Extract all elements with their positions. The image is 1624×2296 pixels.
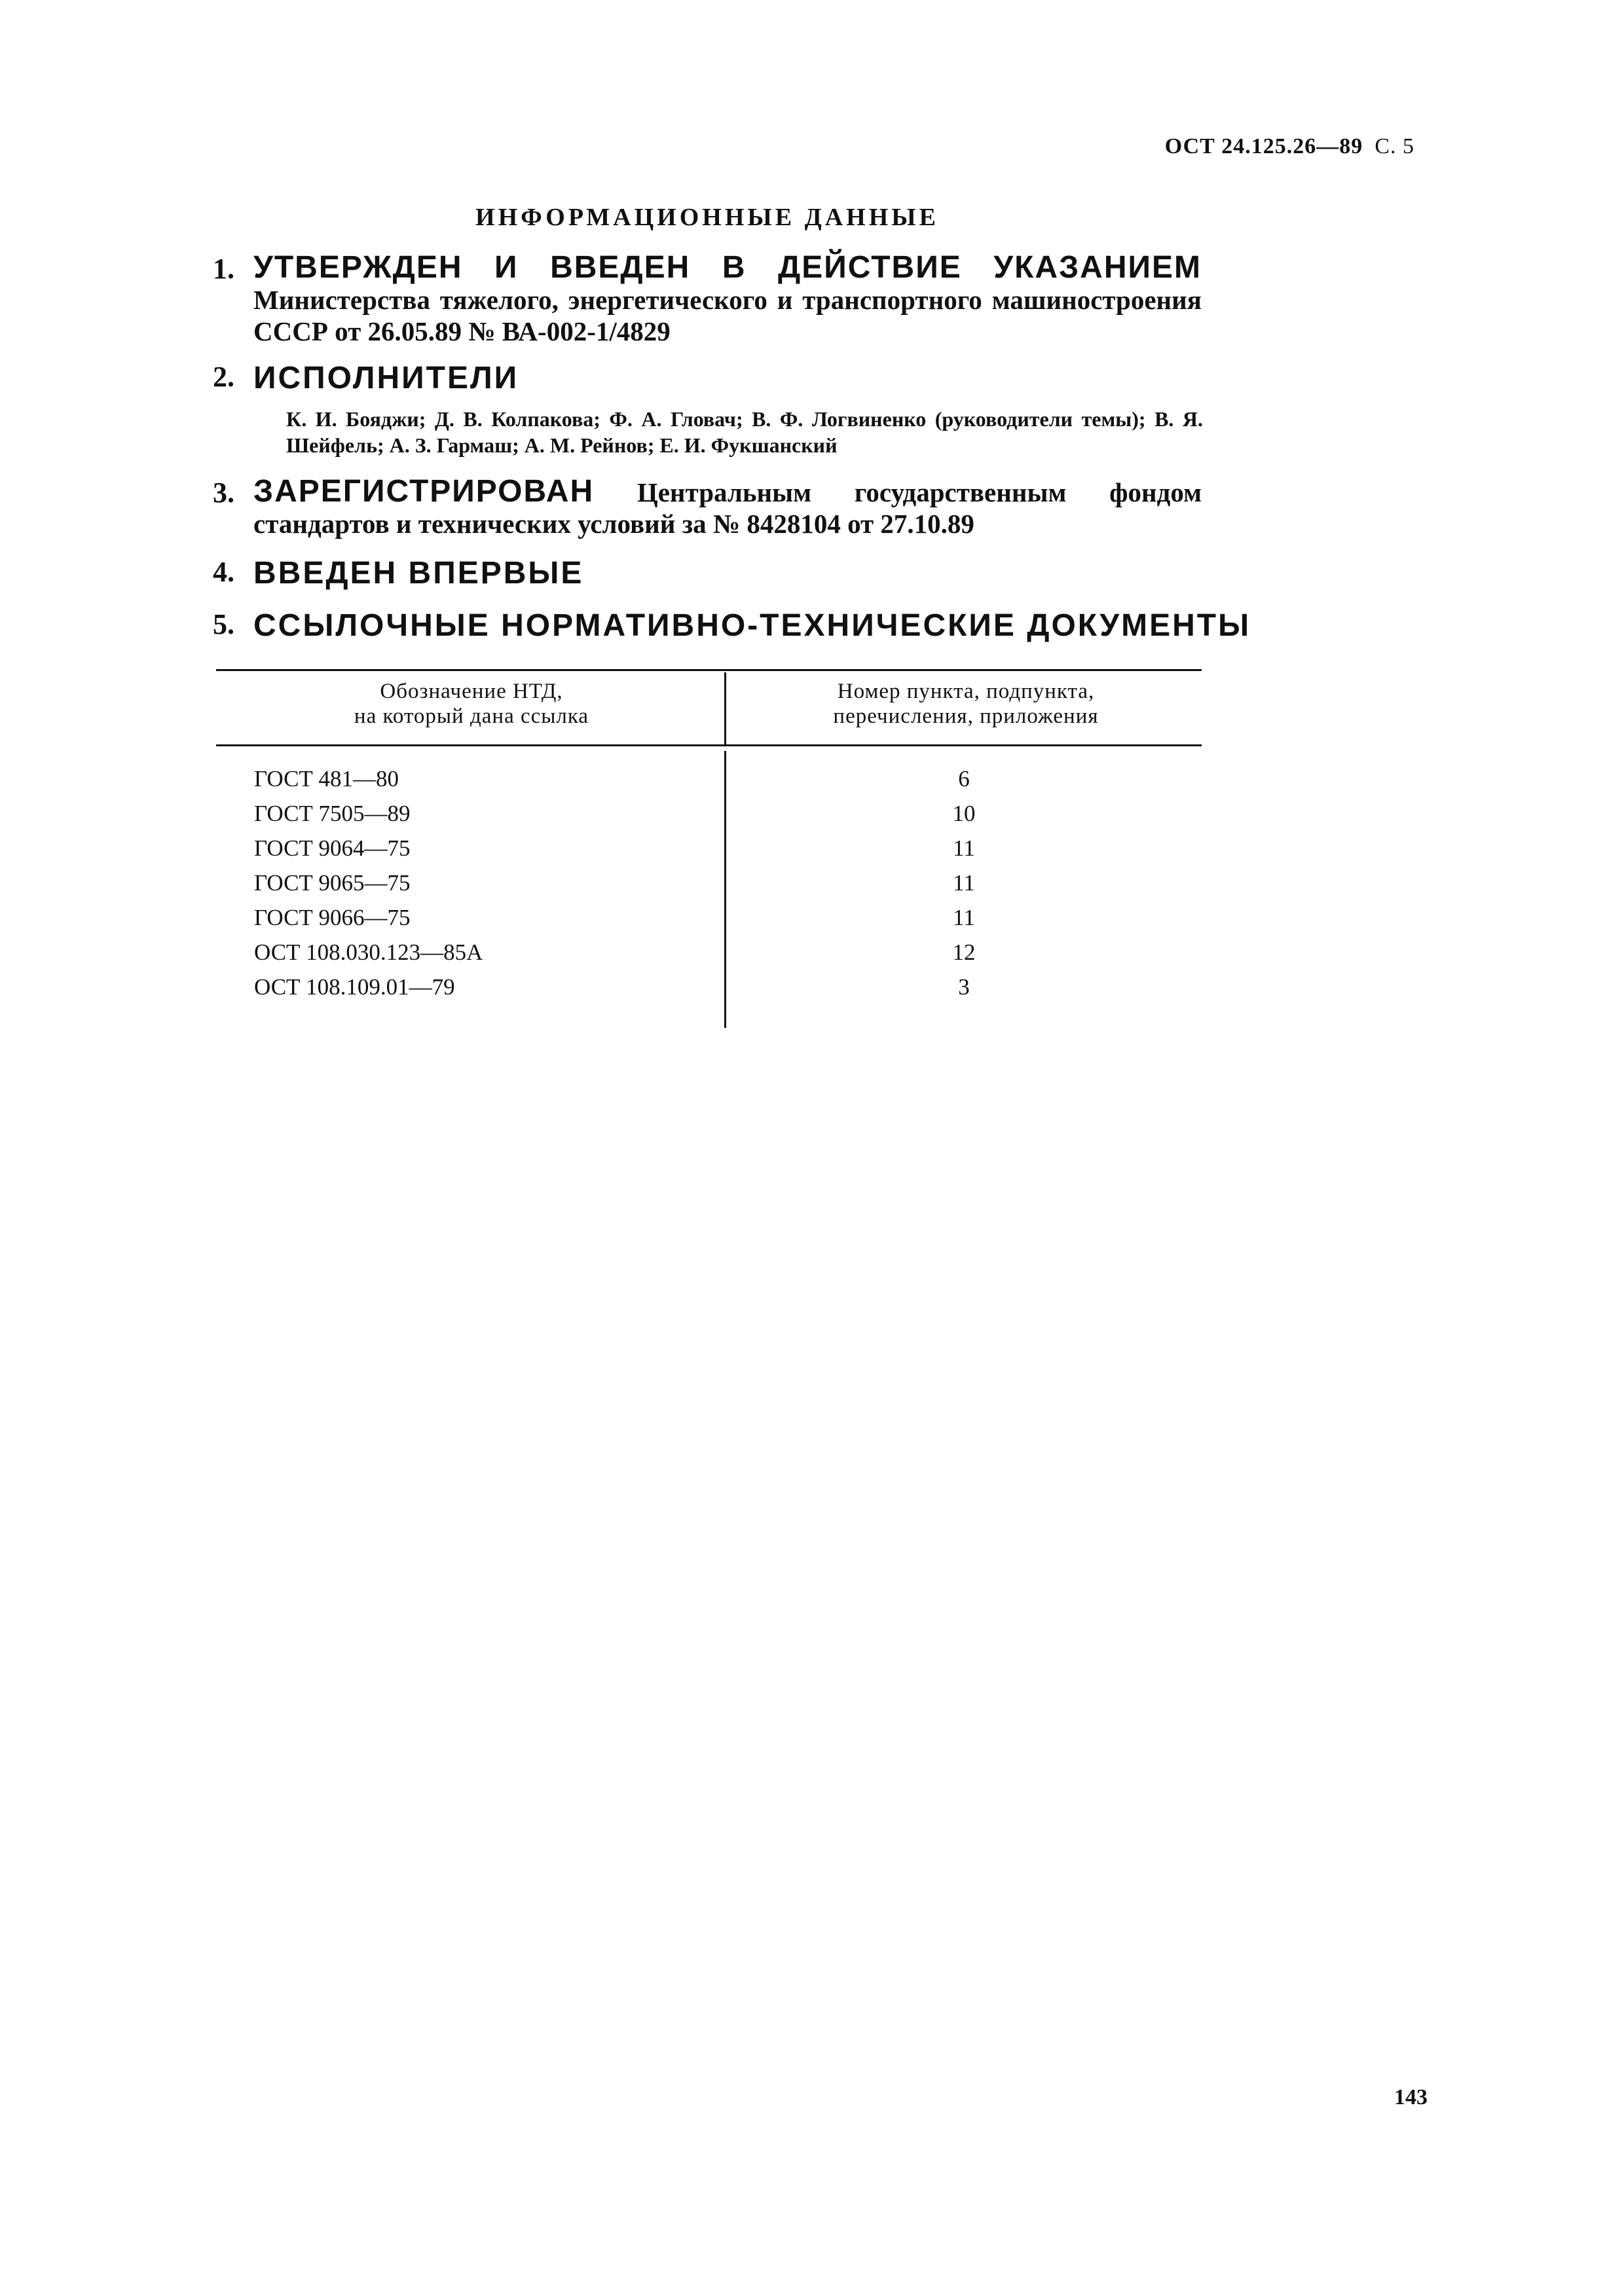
item-text: Министерства тяжелого, энергетического и транспортного машиностроения СССР от 26.05.89 № ВА-002-1/4829 [253,285,1202,346]
table-top-rule [216,669,1202,671]
item-lead: ССЫЛОЧНЫЕ НОРМАТИВНО-ТЕХНИЧЕСКИЕ ДОКУМЕНТЫ [253,608,1251,643]
table-row-ref: 11 [953,835,975,861]
item-number: 5. [213,608,234,640]
header-line: на который дана ссылка [354,704,589,728]
table-row-doc: ГОСТ 9064—75 [254,835,411,861]
table-row-ref: 3 [958,974,970,1000]
table-header-divider [724,672,726,744]
header-line: Номер пункта, подпункта, [837,680,1095,703]
table-row-doc: ОСТ 108.109.01—79 [254,974,455,1000]
item-lead: ВВЕДЕН ВПЕРВЫЕ [253,556,584,591]
page-number: 143 [1394,2085,1428,2109]
item-lead: ИСПОЛНИТЕЛИ [253,361,519,395]
item-body [253,476,1202,539]
info-item-4 [213,555,1202,592]
table-row-ref: 12 [952,939,976,965]
item-text: Центральным государственным фондом стандартов и технических условий за № 8428104 от 27.10.89 [253,477,1202,539]
table-row-ref: 10 [952,801,976,826]
item-lead: УТВЕРЖДЕН И ВВЕДЕН В ДЕЙСТВИЕ УКАЗАНИЕМ [253,250,1202,285]
performers-list: К. И. Бояджи; Д. В. Колпакова; Ф. А. Гловач; В. Ф. Логвиненко (руководители темы); В. Я. Шейфель; А. З. Гармаш; А. М. Рейнов; Е. И. Фукшанский [286,407,1203,457]
table-header-rule [216,744,1202,746]
info-item-1 [213,252,1202,347]
section-title: ИНФОРМАЦИОННЫЕ ДАННЫЕ [475,204,939,231]
table-column-divider [724,751,726,1028]
table-row-doc: ГОСТ 9066—75 [254,905,411,930]
page-label: С. 5 [1375,134,1414,158]
item-number: 2. [213,361,234,393]
info-item-2 [213,360,1202,397]
item-lead: ЗАРЕГИСТРИРОВАН [253,474,595,509]
item-number: 3. [213,477,234,509]
header-line: Обозначение НТД, [380,680,563,703]
table-header-designation [223,679,720,729]
table-row-doc: ГОСТ 7505—89 [254,801,411,826]
item-number: 4. [213,556,234,588]
table-row-doc: ОСТ 108.030.123—85А [254,939,483,965]
document-code: ОСТ 24.125.26—89 [1164,134,1363,158]
info-item-5 [213,608,1251,644]
table-row-ref: 11 [953,905,975,930]
table-header-clause [730,679,1202,729]
document-header [786,134,1414,159]
table-row-doc: ГОСТ 9065—75 [254,870,411,896]
item-number: 1. [213,253,234,285]
info-item-3 [213,476,1202,539]
table-row-doc: ГОСТ 481—80 [254,766,399,792]
header-line: перечисления, приложения [833,704,1099,728]
table-row-ref: 6 [958,766,970,792]
table-row-ref: 11 [953,870,975,896]
item-body [253,252,1202,347]
